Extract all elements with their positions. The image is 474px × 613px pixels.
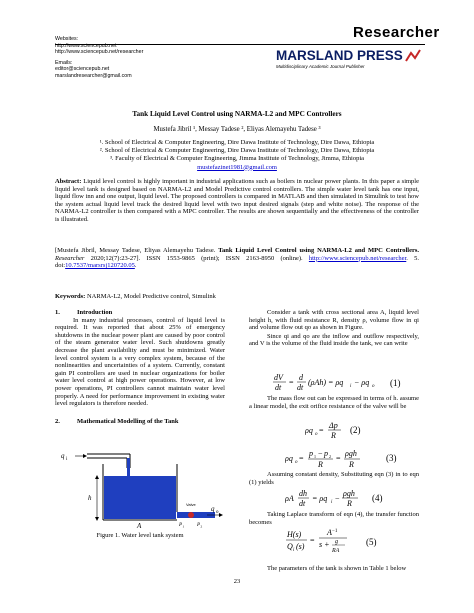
svg-text:(s): (s) bbox=[296, 542, 305, 551]
svg-text:i: i bbox=[331, 500, 333, 505]
websites-label: Websites: bbox=[55, 36, 79, 42]
email-link-2[interactable]: marslandresearcher@gmail.com bbox=[55, 72, 132, 79]
figure-1-caption: Figure 1. Water level tank system bbox=[96, 532, 184, 539]
paragraph-mass-flow: The mass flow out can be expressed in terms of h. assume a linear model, the exit orifice resistance of the valve will be bbox=[249, 395, 419, 410]
svg-text:dh: dh bbox=[299, 489, 307, 498]
emails-label: Emails: bbox=[55, 59, 73, 66]
svg-text:=: = bbox=[289, 378, 294, 387]
citation-details: 2020;12(7):23-27]. ISSN 1553-9865 (print); ISSN 2163-8950 (online). bbox=[90, 254, 303, 262]
contact-email-link[interactable]: mustefazinet1981@gmail.com bbox=[197, 163, 277, 171]
affiliation-2: ². School of Electrical & Computer Engineering, Dire Dawa Institute of Technology, Dire Dawa, Ethiopia bbox=[99, 147, 375, 155]
svg-text:dt: dt bbox=[299, 499, 306, 508]
abstract-label: Abstract: bbox=[55, 178, 82, 185]
abstract-text: Liquid level control is highly important in industrial applications such as boilers in nuclear power plants. In this paper a simple liquid level tank is designed based on NARMA-L2 and Model Predictive control controllers. The simple water level tank has one input, liquid flow inn and one output, liquid level. The proposed controllers is compared in MATLAB and then simulated in Simulink to test how the system actual liquid level track the desired liquid level with two input desired signals (step and white noise). The response of the NARMA-L2 controller is then compared with a MPC controller. The results are shown sequentially and the effectiveness of the controller is illustrated. bbox=[55, 178, 419, 223]
website-link-1[interactable]: http://www.sciencepub.net bbox=[55, 42, 117, 49]
label-qo-sub: o bbox=[216, 510, 219, 515]
paragraph-flows: Since qi and qo are the inflow and outflow respectively, and V is the volume of the fluid inside the tank, we can write bbox=[249, 332, 419, 348]
citation-prefix: [Mustefa Jibril, Messay Tadese, Eliyas Alemayehu Tadese. bbox=[55, 247, 216, 254]
equation-5-number: (5) bbox=[366, 537, 377, 547]
paragraph-setup: Consider a tank with cross sectional area A, liquid level height h, with fluid resistance R, density ρ, volume flow in qi and volume flow out qo as shown in Figure. bbox=[249, 309, 419, 332]
svg-text:(ρAh) = ρq: (ρAh) = ρq bbox=[308, 378, 344, 387]
citation-journal: Researcher bbox=[55, 254, 85, 262]
svg-text:ρgh: ρgh bbox=[345, 449, 357, 458]
right-col-p4 bbox=[249, 471, 419, 486]
svg-text:−1: −1 bbox=[332, 529, 338, 534]
right-col-p1 bbox=[249, 309, 419, 348]
svg-text:= ρq: = ρq bbox=[312, 494, 328, 503]
keywords bbox=[55, 293, 419, 300]
svg-text:A: A bbox=[327, 528, 332, 537]
publisher-logo bbox=[276, 48, 426, 76]
section-1-title: Introduction bbox=[77, 309, 113, 316]
label-qo: q bbox=[211, 505, 215, 513]
paragraph-substitution: Assuming constant density, Substituting eqn (3) in to eqn (1) yields bbox=[249, 471, 419, 486]
svg-text:Q: Q bbox=[287, 542, 293, 551]
svg-text:R: R bbox=[331, 431, 336, 440]
svg-text:=: = bbox=[336, 454, 341, 463]
citation-url-link[interactable]: http://www.sciencepub.net/researcher bbox=[308, 254, 407, 262]
svg-text:R: R bbox=[347, 499, 352, 508]
section-2-title: Mathematical Modelling of the Tank bbox=[77, 417, 179, 425]
equation-3-number: (3) bbox=[386, 453, 397, 463]
keywords-text: NARMA-L2, Model Predictive control, Simulink bbox=[86, 293, 216, 300]
valve bbox=[188, 512, 194, 518]
tank-diagram bbox=[55, 448, 225, 530]
label-h: h bbox=[88, 494, 92, 502]
email-link-1[interactable]: editor@sciencepub.net bbox=[55, 66, 110, 72]
svg-text:=: = bbox=[310, 536, 315, 545]
svg-text:o: o bbox=[315, 432, 318, 437]
svg-text:p: p bbox=[309, 449, 313, 458]
svg-text:1: 1 bbox=[314, 454, 316, 459]
citation-title: Tank Liquid Level Control using NARMA-L2 and MPC Controllers. bbox=[218, 247, 420, 254]
svg-text:−: − bbox=[318, 449, 323, 458]
label-p1: P bbox=[179, 523, 183, 528]
paper-title: Tank Liquid Level Control using NARMA-L2 and MPC Controllers bbox=[132, 110, 342, 118]
svg-text:Δp: Δp bbox=[329, 421, 338, 430]
svg-text:ρq: ρq bbox=[305, 426, 313, 435]
equation-2-number: (2) bbox=[350, 425, 361, 435]
svg-text:ρq: ρq bbox=[285, 454, 293, 463]
section-1-number: 1. bbox=[55, 309, 60, 316]
svg-text:2: 2 bbox=[329, 454, 331, 459]
svg-text:−: − bbox=[335, 494, 340, 503]
publisher-tagline: Multidisciplinary Academic Journal Publisher bbox=[276, 64, 365, 69]
label-qi: q bbox=[61, 452, 65, 460]
publisher-name: MARSLAND PRESS bbox=[276, 48, 403, 63]
page-number: 23 bbox=[233, 578, 241, 585]
svg-text:ρgh: ρgh bbox=[343, 489, 355, 498]
right-col-p6 bbox=[249, 565, 419, 573]
affiliation-3: ³. Faculty of Electrical & Computer Engineering, Jimma Institute of Technology, Jimma, Ethiopia bbox=[109, 155, 365, 163]
svg-text:dt: dt bbox=[297, 383, 304, 392]
paper-authors: Mustefa Jibril ¹, Messay Tadese ², Eliyas Alemayehu Tadese ³ bbox=[153, 126, 321, 133]
inflow-stream bbox=[127, 458, 130, 476]
svg-text:d: d bbox=[299, 373, 303, 382]
section-2-number: 2. bbox=[55, 417, 60, 425]
equation-4 bbox=[285, 487, 385, 514]
affiliations bbox=[55, 139, 419, 172]
label-p2-sub: 2 bbox=[200, 524, 203, 529]
svg-text:dV: dV bbox=[274, 373, 283, 382]
label-qi-sub: i bbox=[66, 457, 68, 462]
svg-text:s +: s + bbox=[319, 540, 330, 549]
journal-name: Researcher bbox=[353, 24, 440, 41]
svg-text:p: p bbox=[324, 449, 328, 458]
svg-text:RA: RA bbox=[332, 548, 340, 554]
label-valve: Valve bbox=[186, 502, 196, 507]
svg-text:R: R bbox=[349, 460, 354, 469]
header-divider bbox=[55, 44, 425, 45]
header-contacts bbox=[55, 36, 143, 79]
keywords-label: Keywords: bbox=[55, 293, 86, 300]
equation-5 bbox=[285, 526, 365, 563]
svg-text:o: o bbox=[295, 460, 298, 465]
paragraph-laplace: Taking Laplace transform of eqn (4), the transfer function becomes bbox=[249, 511, 419, 526]
equation-4-number: (4) bbox=[372, 493, 383, 503]
paragraph-parameters: The parameters of the tank is shown in Table 1 below bbox=[267, 565, 407, 572]
citation: [Mustefa Jibril, Messay Tadese, Eliyas Alemayehu Tadese. Tank Liquid Level Control using NARMA-L2 and MPC Controllers. Researcher 2020;12(7):23-27]. ISSN 1553-9865 (print); ISSN 2163-8950 (online). http://www.sciencepub.net/researcher. 5. doi:10.7537/marsrsj120720.05. bbox=[55, 247, 420, 270]
svg-text:ρA: ρA bbox=[285, 494, 294, 503]
affiliation-1: ¹. School of Electrical & Computer Engineering, Dire Dawa Institute of Technology, Dire Dawa, Ethiopia bbox=[99, 139, 375, 146]
equation-1-number: (1) bbox=[390, 378, 401, 388]
svg-text:H(s): H(s) bbox=[287, 530, 302, 539]
svg-text:dt: dt bbox=[275, 383, 282, 392]
publisher-logo-icon bbox=[405, 49, 421, 63]
label-p2: P bbox=[197, 523, 201, 528]
svg-text:o: o bbox=[372, 384, 375, 389]
svg-text:i: i bbox=[350, 384, 352, 389]
label-p1-sub: 1 bbox=[182, 524, 185, 529]
abstract bbox=[55, 178, 419, 224]
website-link-2[interactable]: http://www.sciencepub.net/researcher bbox=[55, 49, 144, 55]
citation-doi-link[interactable]: 10.7537/marsrsj120720.05 bbox=[65, 262, 135, 270]
section-1-text: In many industrial processes, control of liquid level is required. It was reported that about 25% of emergency shutdowns in the nuclear power plant are caused by poor control of the steam generator water level. Such shutdowns greatly decrease the plant availability and must be minimized. Water level control system is a very complex system, because of the nonlinearities and uncertainties of a system. Currently, constant gain PI controllers are used in nuclear organizations for boiler water level control at high power operations. However, at low power operations, PI controllers cannot maintain water level properly. A need for performance improvement in existing water level regulators is therefore needed. bbox=[55, 316, 225, 408]
svg-text:R: R bbox=[318, 460, 323, 469]
svg-text:=: = bbox=[299, 454, 304, 463]
svg-text:− ρq: − ρq bbox=[354, 378, 370, 387]
tank-water bbox=[104, 476, 176, 519]
equation-1 bbox=[272, 371, 402, 398]
citation-suffix: . 5. doi: bbox=[55, 254, 419, 270]
left-column bbox=[55, 309, 225, 425]
right-col-p5 bbox=[249, 511, 419, 526]
svg-text:i: i bbox=[293, 548, 295, 553]
svg-text:=: = bbox=[319, 426, 324, 435]
equation-3 bbox=[285, 447, 385, 474]
right-col-p3 bbox=[249, 395, 419, 410]
svg-text:g: g bbox=[335, 539, 338, 545]
label-A: A bbox=[137, 522, 142, 530]
